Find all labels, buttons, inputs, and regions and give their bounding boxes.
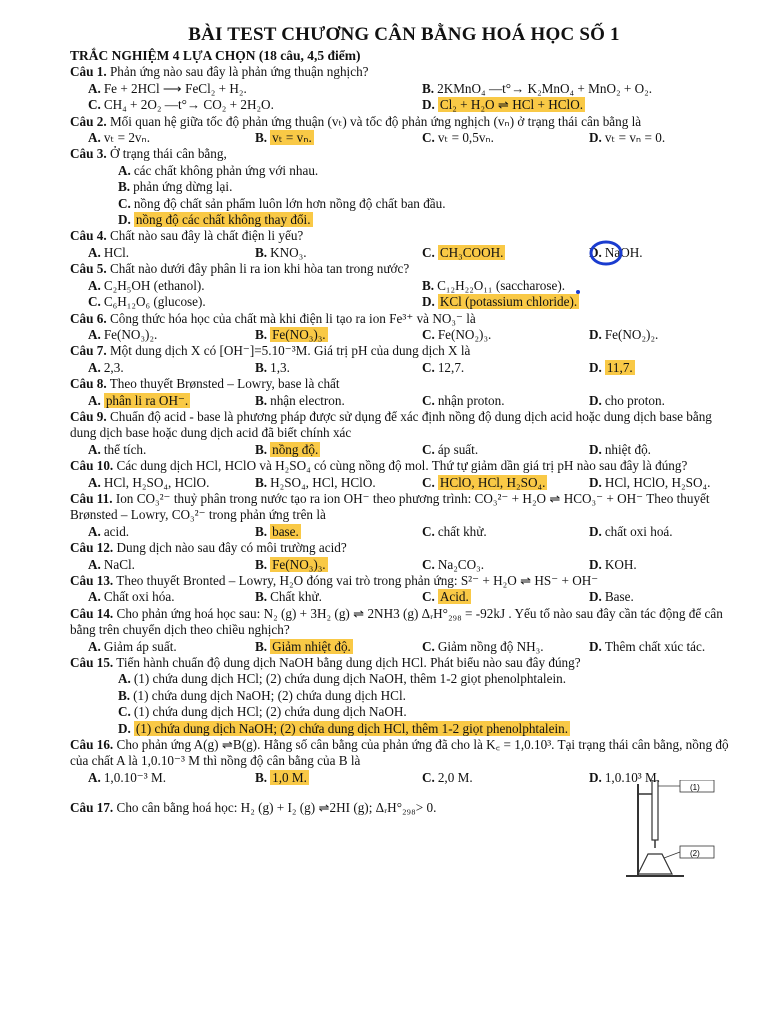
option-c[interactable] xyxy=(404,360,571,376)
option-d[interactable] xyxy=(571,589,738,605)
option-letter: B. xyxy=(255,392,268,408)
option-text: các chất không phản ứng với nhau. xyxy=(133,162,319,178)
option-letter: D. xyxy=(422,97,435,113)
question-text: Một dung dịch X có [OH⁻]=5.10⁻³M. Giá trị pH của dung dịch X là xyxy=(106,343,471,359)
option-c[interactable] xyxy=(70,196,738,212)
option-a[interactable] xyxy=(70,557,237,573)
option-text: vₜ = 0,5vₙ. xyxy=(437,130,494,146)
option-text: nồng độ. xyxy=(272,441,319,457)
option-text: base. xyxy=(272,523,299,539)
option-a[interactable] xyxy=(70,589,237,605)
options-row xyxy=(70,294,738,310)
question-13 xyxy=(70,573,738,606)
option-text: Giảm áp suất. xyxy=(103,638,177,654)
question-label: Câu 17. xyxy=(70,800,114,816)
option-text: Thêm chất xúc tác. xyxy=(604,638,706,654)
option-letter: B. xyxy=(255,130,268,146)
question-12 xyxy=(70,540,738,573)
option-letter: A. xyxy=(88,556,101,572)
option-text: Na₂CO₃. xyxy=(437,556,485,572)
question-text: Chất nào sau đây là chất điện li yếu? xyxy=(106,228,304,244)
options-row xyxy=(70,524,738,540)
option-letter: C. xyxy=(422,441,435,457)
question-label: Câu 16. xyxy=(70,737,114,753)
option-text: phản ứng dừng lại. xyxy=(133,179,233,195)
question-text: Cho phản ứng A(g) ⇌B(g). Hằng số cân bằng của phản ứng đã cho là K꜀ = 1,0.10³. Tại trạng thái cân bằng, nồng độ của chất A là 1,0.10⁻³ M thì nồng độ cân bằng của B là xyxy=(70,737,729,769)
option-text: HCl, HClO, H₂SO₄. xyxy=(604,474,711,490)
option-c[interactable] xyxy=(404,245,571,261)
option-b[interactable] xyxy=(237,360,404,376)
option-letter: C. xyxy=(422,523,435,539)
option-text: vₜ = 2vₙ. xyxy=(103,130,151,146)
option-text: KCl (potassium chloride). xyxy=(439,294,578,310)
question-7 xyxy=(70,343,738,376)
option-letter: A. xyxy=(88,474,101,490)
option-letter: A. xyxy=(88,523,101,539)
question-text: Các dung dịch HCl, HClO và H₂SO₄ có cùng nồng độ mol. Thứ tự giảm dần giá trị pH nào sau đây là đúng? xyxy=(113,458,688,474)
option-d[interactable] xyxy=(571,327,738,343)
option-d[interactable] xyxy=(571,360,738,376)
question-text: Dung dịch nào sau đây có môi trường acid? xyxy=(113,540,347,556)
option-letter: B. xyxy=(255,474,268,490)
question-text: Phản ứng nào sau đây là phản ứng thuận nghịch? xyxy=(106,64,369,80)
option-text: NaOH. xyxy=(604,244,643,260)
option-letter: B. xyxy=(118,179,131,195)
option-c[interactable] xyxy=(404,524,571,540)
question-label: Câu 13. xyxy=(70,573,114,588)
option-b[interactable] xyxy=(237,770,404,786)
option-letter: A. xyxy=(88,130,101,146)
option-text: CH₃COOH. xyxy=(439,244,504,260)
option-c[interactable] xyxy=(404,130,571,146)
option-text: 12,7. xyxy=(437,359,465,375)
question-text: Tiến hành chuẩn độ dung dịch NaOH bằng dung dịch HCl. Phát biểu nào sau đây đúng? xyxy=(113,655,581,671)
option-text: HClO, HCl, H₂SO₄. xyxy=(439,474,546,490)
option-letter: A. xyxy=(88,244,101,260)
section-subtitle: TRẮC NGHIỆM 4 LỰA CHỌN (18 câu, 4,5 điểm) xyxy=(70,48,361,63)
option-c[interactable] xyxy=(404,327,571,343)
question-text: Công thức hóa học của chất mà khi điện li tạo ra ion Fe³⁺ và NO₃⁻ là xyxy=(106,310,476,326)
option-letter: D. xyxy=(589,474,602,490)
option-letter: A. xyxy=(88,769,101,785)
option-a[interactable] xyxy=(70,671,588,687)
option-letter: A. xyxy=(88,359,101,375)
option-text: thể tích. xyxy=(103,441,147,457)
option-letter: A. xyxy=(88,80,101,96)
option-text: 2KMnO₄ —t°→ K₂MnO₄ + MnO₂ + O₂. xyxy=(437,80,653,96)
page-title: BÀI TEST CHƯƠNG CÂN BẰNG HOÁ HỌC SỐ 1 xyxy=(188,24,620,45)
option-letter: C. xyxy=(422,130,435,146)
option-text: KOH. xyxy=(604,556,637,572)
question-label: Câu 11. xyxy=(70,490,113,506)
option-c[interactable] xyxy=(70,294,404,310)
question-5 xyxy=(70,261,738,310)
question-label: Câu 5. xyxy=(70,261,107,277)
options-row xyxy=(70,475,738,491)
option-text: C₆H₁₂O₆ (glucose). xyxy=(103,294,206,310)
option-letter: C. xyxy=(422,244,435,260)
option-b[interactable] xyxy=(237,327,404,343)
question-11 xyxy=(70,491,738,540)
pen-circle-annotation xyxy=(588,238,624,268)
option-letter: B. xyxy=(255,244,268,260)
option-text: 2,3. xyxy=(103,359,124,375)
option-text: chất khử. xyxy=(437,523,487,539)
question-text: Cho phản ứng hoá học sau: N₂ (g) + 3H₂ (g) ⇌ 2NH3 (g) ΔᵣH°₂₉₈ = -92kJ . Yếu tố nào sau đây cần tác động để cân bằng trên chuyển dịch theo chiều nghịch? xyxy=(70,605,723,638)
option-letter: C. xyxy=(422,556,435,572)
question-label: Câu 1. xyxy=(70,64,107,80)
option-c[interactable] xyxy=(404,770,571,786)
document-page xyxy=(70,24,738,817)
options-row xyxy=(70,360,738,376)
option-b[interactable] xyxy=(237,524,404,540)
question-14 xyxy=(70,606,738,655)
option-b[interactable] xyxy=(237,589,404,605)
option-b[interactable] xyxy=(70,688,588,704)
option-text: 2,0 M. xyxy=(437,769,473,785)
option-d[interactable] xyxy=(70,212,738,228)
option-letter: C. xyxy=(422,638,435,654)
options-row xyxy=(70,81,738,97)
option-letter: D. xyxy=(589,326,602,342)
option-a[interactable] xyxy=(70,639,237,655)
option-text: Base. xyxy=(604,589,634,605)
options-row xyxy=(70,130,738,146)
option-text: (1) chứa dung dịch HCl; (2) chứa dung dịch NaOH, thêm 1-2 giọt phenolphtalein. xyxy=(133,671,566,687)
option-letter: C. xyxy=(422,589,435,605)
option-d[interactable] xyxy=(70,721,588,737)
question-9 xyxy=(70,409,738,458)
option-c[interactable] xyxy=(70,97,404,113)
question-text: Mối quan hệ giữa tốc độ phản ứng thuận (vₜ) và tốc độ phản ứng nghịch (vₙ) ở trạng thái cân bằng là xyxy=(106,113,642,129)
question-6 xyxy=(70,311,738,344)
titration-apparatus-figure xyxy=(618,780,738,880)
option-text: (1) chứa dung dịch NaOH; (2) chứa dung dịch HCl, thêm 1-2 giọt phenolphtalein. xyxy=(135,720,568,736)
option-letter: C. xyxy=(422,474,435,490)
option-letter: D. xyxy=(589,556,602,572)
question-text: Theo thuyết Bronted – Lowry, H₂O đóng vai trò trong phản ứng: S²⁻ + H₂O ⇌ HS⁻ + OH⁻ xyxy=(113,573,599,588)
option-text: C₂H₅OH (ethanol). xyxy=(103,277,205,293)
option-text: nhận proton. xyxy=(437,392,505,408)
option-d[interactable] xyxy=(571,130,738,146)
option-text: Fe(NO₂)₃. xyxy=(437,326,492,342)
option-text: vₜ = vₙ = 0. xyxy=(604,130,666,146)
option-letter: C. xyxy=(422,392,435,408)
option-text: C₁₂H₂₂O₁₁ (saccharose). xyxy=(437,277,566,293)
option-letter: C. xyxy=(88,97,101,113)
option-letter: B. xyxy=(255,638,268,654)
option-text: nhiệt độ. xyxy=(604,441,651,457)
option-text: Fe(NO₃)₂. xyxy=(103,326,158,342)
option-text: 1,0.10⁻³ M. xyxy=(103,769,167,785)
options-row xyxy=(70,557,738,573)
option-letter: B. xyxy=(255,589,268,605)
question-list xyxy=(70,64,738,816)
option-letter: B. xyxy=(255,523,268,539)
option-a[interactable] xyxy=(70,245,237,261)
option-letter: C. xyxy=(118,195,131,211)
option-letter: D. xyxy=(589,589,602,605)
option-text: Cl₂ + H₂O ⇌ HCl + HClO. xyxy=(439,97,584,113)
option-text: HCl. xyxy=(103,244,130,260)
option-letter: D. xyxy=(589,523,602,539)
option-text: KNO₃. xyxy=(270,244,307,260)
option-letter: A. xyxy=(118,671,131,687)
option-letter: D. xyxy=(422,294,435,310)
option-text: 11,7. xyxy=(606,359,633,375)
option-letter: C. xyxy=(118,704,131,720)
figure-label-1: (1) xyxy=(690,783,700,792)
option-text: H₂SO₄, HCl, HClO. xyxy=(270,474,376,490)
option-a[interactable] xyxy=(70,524,237,540)
option-letter: D. xyxy=(118,212,131,228)
option-c[interactable] xyxy=(70,704,588,720)
option-text: NaCl. xyxy=(103,556,135,572)
question-2 xyxy=(70,114,738,147)
option-letter: A. xyxy=(88,392,101,408)
option-a[interactable] xyxy=(70,163,738,179)
question-1 xyxy=(70,64,738,113)
option-letter: C. xyxy=(422,769,435,785)
option-d[interactable] xyxy=(571,639,738,655)
option-text: Acid. xyxy=(439,589,469,605)
options-row xyxy=(70,327,738,343)
question-text: Ở trạng thái cân bằng, xyxy=(106,146,227,162)
option-letter: D. xyxy=(589,130,602,146)
option-letter: D. xyxy=(589,638,602,654)
question-8 xyxy=(70,376,738,409)
option-a[interactable] xyxy=(70,475,237,491)
option-letter: D. xyxy=(118,720,131,736)
option-letter: D. xyxy=(589,244,602,260)
option-b[interactable] xyxy=(237,130,404,146)
option-b[interactable] xyxy=(237,475,404,491)
option-b[interactable] xyxy=(237,639,404,655)
option-letter: B. xyxy=(255,326,268,342)
option-b[interactable] xyxy=(70,179,738,195)
question-text: Cho cân bằng hoá học: H₂ (g) + I₂ (g) ⇌2HI (g); ΔᵣH°₂₉₈> 0. xyxy=(113,800,437,816)
option-a[interactable] xyxy=(70,442,237,458)
option-c[interactable] xyxy=(404,475,571,491)
option-b[interactable] xyxy=(404,81,738,97)
option-b[interactable] xyxy=(237,557,404,573)
option-text: 1,3. xyxy=(270,359,290,375)
option-letter: C. xyxy=(88,294,101,310)
options-row xyxy=(70,639,738,655)
option-letter: B. xyxy=(422,277,435,293)
option-text: nồng độ các chất không thay đổi. xyxy=(135,212,311,228)
question-text: Ion CO₃²⁻ thuỷ phân trong nước tạo ra ion OH⁻ theo phương trình: CO₃²⁻ + H₂O ⇌ HCO₃⁻ + OH⁻ Theo thuyết Brønsted – Lowry, CO₃²⁻ trong phản ứng trên là xyxy=(70,490,710,523)
option-letter: D. xyxy=(589,392,602,408)
question-label: Câu 6. xyxy=(70,310,107,326)
question-text: Theo thuyết Brønsted – Lowry, base là chất xyxy=(106,376,340,392)
option-text: Chất oxi hóa. xyxy=(103,589,175,605)
options-row xyxy=(70,442,738,458)
option-a[interactable] xyxy=(70,81,404,97)
option-letter: A. xyxy=(88,589,101,605)
option-text: áp suất. xyxy=(437,441,479,457)
question-3 xyxy=(70,146,738,228)
option-text: chất oxi hoá. xyxy=(604,523,673,539)
option-text: Giảm nồng độ NH₃. xyxy=(437,638,544,654)
option-a[interactable] xyxy=(70,393,237,409)
option-text: acid. xyxy=(103,523,130,539)
option-b[interactable] xyxy=(404,278,738,294)
pen-dot-annotation xyxy=(576,290,580,294)
option-d[interactable] xyxy=(571,557,738,573)
option-letter: A. xyxy=(88,326,101,342)
option-text: Fe(NO₂)₂. xyxy=(604,326,659,342)
option-text: nồng độ chất sản phẩm luôn lớn hơn nồng độ chất ban đầu. xyxy=(133,195,446,211)
option-text: nhận electron. xyxy=(270,392,345,408)
question-label: Câu 7. xyxy=(70,343,107,359)
option-letter: C. xyxy=(422,359,435,375)
option-b[interactable] xyxy=(237,393,404,409)
question-label: Câu 3. xyxy=(70,146,107,162)
question-10 xyxy=(70,458,738,491)
option-a[interactable] xyxy=(70,360,237,376)
option-letter: D. xyxy=(589,769,602,785)
option-letter: B. xyxy=(422,80,435,96)
option-letter: A. xyxy=(88,441,101,457)
option-c[interactable] xyxy=(404,639,571,655)
option-text: 1,0.10³ M. xyxy=(604,769,661,785)
option-text: Giảm nhiệt độ. xyxy=(272,638,351,654)
question-label: Câu 10. xyxy=(70,458,114,474)
question-text: Chuẩn độ acid - base là phương pháp được sử dụng để xác định nồng độ dung dịch acid hoặc dung dịch base bằng dung dịch base hoặc dung dịch acid đã biết chính xác xyxy=(70,408,712,441)
option-text: Fe(NO₃)₃. xyxy=(272,556,326,572)
option-text: 1,0 M. xyxy=(272,769,307,785)
option-text: (1) chứa dung dịch NaOH; (2) chứa dung dịch HCl. xyxy=(133,687,406,703)
question-label: Câu 12. xyxy=(70,540,114,556)
question-4 xyxy=(70,228,738,261)
option-d[interactable] xyxy=(571,393,738,409)
option-d[interactable] xyxy=(571,442,738,458)
option-letter: A. xyxy=(88,638,101,654)
option-letter: B. xyxy=(255,556,268,572)
option-c[interactable] xyxy=(404,442,571,458)
option-d[interactable] xyxy=(404,294,738,310)
question-label: Câu 15. xyxy=(70,655,114,671)
option-a[interactable] xyxy=(70,130,237,146)
options-row xyxy=(70,245,738,261)
question-label: Câu 4. xyxy=(70,228,107,244)
options-row xyxy=(70,278,738,294)
question-label: Câu 8. xyxy=(70,376,107,392)
option-letter: D. xyxy=(589,359,602,375)
option-b[interactable] xyxy=(237,245,404,261)
option-letter: B. xyxy=(255,441,268,457)
option-b[interactable] xyxy=(237,442,404,458)
option-d[interactable] xyxy=(404,97,738,113)
figure-label-2: (2) xyxy=(690,849,700,858)
option-letter: A. xyxy=(118,162,131,178)
options-row xyxy=(70,393,738,409)
question-16 xyxy=(70,737,738,786)
option-letter: B. xyxy=(118,687,131,703)
option-letter: B. xyxy=(255,359,268,375)
options-row xyxy=(70,589,738,605)
option-a[interactable] xyxy=(70,770,237,786)
option-letter: B. xyxy=(255,769,268,785)
option-d[interactable] xyxy=(571,524,738,540)
option-c[interactable] xyxy=(404,557,571,573)
question-label: Câu 9. xyxy=(70,408,107,424)
option-text: (1) chứa dung dịch HCl; (2) chứa dung dịch NaOH. xyxy=(133,704,407,720)
option-c[interactable] xyxy=(404,589,571,605)
option-text: phân li ra OH⁻. xyxy=(105,392,189,408)
question-label: Câu 14. xyxy=(70,605,114,621)
question-15 xyxy=(70,655,738,737)
option-text: cho proton. xyxy=(604,392,665,408)
option-text: Chất khử. xyxy=(270,589,322,605)
question-text: Chất nào dưới đây phân li ra ion khi hòa tan trong nước? xyxy=(106,261,410,277)
option-letter: A. xyxy=(88,277,101,293)
option-text: Fe + 2HCl ⟶ FeCl₂ + H₂. xyxy=(103,80,247,96)
options-row xyxy=(70,97,738,113)
option-letter: C. xyxy=(422,326,435,342)
option-d[interactable] xyxy=(571,475,738,491)
option-text: CH₄ + 2O₂ —t°→ CO₂ + 2H₂O. xyxy=(103,97,274,113)
option-c[interactable] xyxy=(404,393,571,409)
question-label: Câu 2. xyxy=(70,113,107,129)
option-letter: D. xyxy=(589,441,602,457)
option-a[interactable] xyxy=(70,327,237,343)
option-text: HCl, H₂SO₄, HClO. xyxy=(103,474,210,490)
option-text: Fe(NO₃)₃. xyxy=(272,326,326,342)
option-a[interactable] xyxy=(70,278,404,294)
option-text: vₜ = vₙ. xyxy=(272,130,312,146)
